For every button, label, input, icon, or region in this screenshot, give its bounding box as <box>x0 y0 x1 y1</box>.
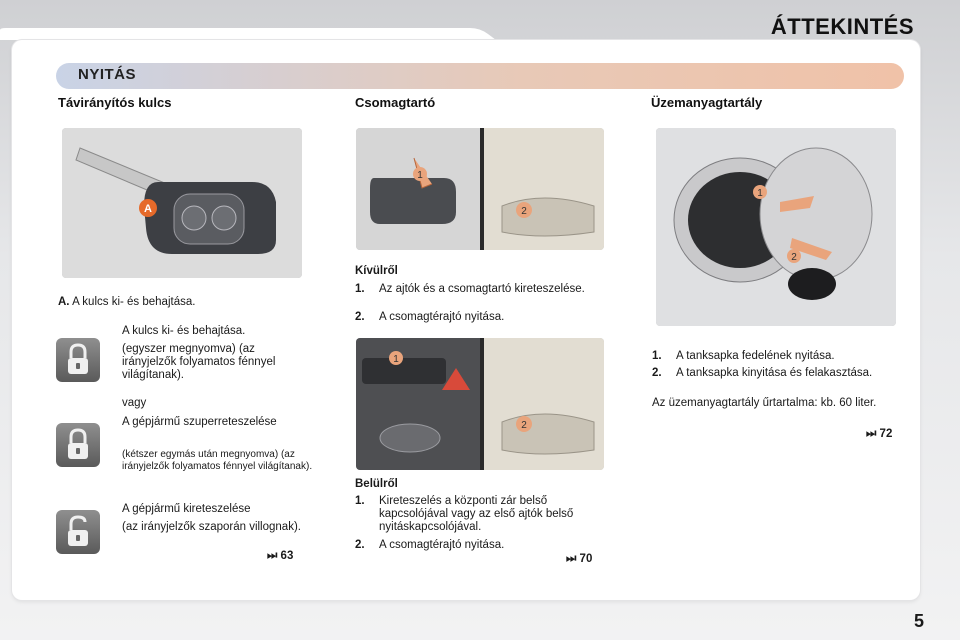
outside-item-1-text: Az ajtók és a csomagtartó kireteszelése. <box>379 283 585 295</box>
unlock-icon <box>56 510 100 554</box>
inside-heading: Belülről <box>355 478 398 490</box>
trunk-outside-photo <box>356 128 604 250</box>
section-band <box>56 63 904 89</box>
item3-body: (az irányjelzők szaporán villognak). <box>122 521 301 533</box>
inside-item-1-text: Kireteszelés a központi zár belső kapcsolójával vagy az első ajtók belső nyitáskapcsolójával. <box>379 495 574 533</box>
outside-heading: Kívülről <box>355 265 398 277</box>
lock-icon <box>56 338 100 382</box>
item1-title: A kulcs ki- és behajtása. <box>122 325 246 337</box>
fuel-item-1-text: A tanksapka fedelének nyitása. <box>676 350 835 362</box>
key-caption-label: A. <box>58 296 70 308</box>
key-caption-text: A kulcs ki- és behajtása. <box>72 296 196 308</box>
section-label: NYITÁS <box>78 66 137 83</box>
outside-item-1-num: 1. <box>355 283 365 295</box>
outside-item-1 <box>355 283 595 296</box>
ref-link-63[interactable]: ⏭ 63 <box>267 550 294 562</box>
fuel-cap-photo <box>656 128 896 326</box>
fuel-step-2: 2 <box>791 252 797 263</box>
inside-item-1-num: 1. <box>355 495 365 507</box>
fuel-item-2-num: 2. <box>652 367 662 379</box>
key-caption <box>58 296 298 309</box>
fuel-step-1: 1 <box>757 188 763 199</box>
ref-link-70[interactable]: ⏭ 70 <box>566 553 593 565</box>
fuel-item-1 <box>652 350 902 363</box>
item1-body: (egyszer megnyomva) (az irányjelzők folyamatos fénnyel világítanak). <box>122 343 276 381</box>
double-lock-icon <box>56 423 100 467</box>
page-title: ÁTTEKINTÉS <box>770 14 914 39</box>
outside-step-1: 1 <box>417 170 423 181</box>
fuel-tank-heading: Üzemanyagtartály <box>651 95 763 110</box>
fuel-item-2 <box>652 367 902 380</box>
remote-key-heading: Távirányítós kulcs <box>58 95 172 110</box>
inside-item-2-num: 2. <box>355 539 365 551</box>
page-number: 5 <box>913 611 924 631</box>
key-photo <box>62 128 302 278</box>
fuel-item-2-text: A tanksapka kinyitása és felakasztása. <box>676 367 873 379</box>
item3-title: A gépjármű kireteszelése <box>122 503 251 515</box>
fuel-item-1-num: 1. <box>652 350 662 362</box>
fuel-capacity: Az üzemanyagtartály űrtartalma: kb. 60 liter. <box>652 397 877 409</box>
or-text: vagy <box>122 397 147 409</box>
outside-step-2: 2 <box>521 206 527 217</box>
inside-item-1 <box>355 495 605 534</box>
item2-title: A gépjármű szuperreteszelése <box>122 416 277 428</box>
trunk-heading: Csomagtartó <box>355 95 436 110</box>
outside-item-2-text: A csomagtérajtó nyitása. <box>379 311 505 323</box>
outside-item-2 <box>355 311 595 324</box>
inside-step-2: 2 <box>521 420 527 431</box>
inside-item-2-text: A csomagtérajtó nyitása. <box>379 539 505 551</box>
inside-item-2 <box>355 539 605 552</box>
item2-body: (kétszer egymás után megnyomva) (az irányjelzők folyamatos fénnyel világítanak). <box>122 449 313 472</box>
inside-step-1: 1 <box>393 354 399 365</box>
trunk-inside-photo <box>356 338 604 470</box>
outside-item-2-num: 2. <box>355 311 365 323</box>
key-marker-a: A <box>144 203 152 215</box>
ref-link-72[interactable]: ⏭ 72 <box>866 428 893 440</box>
